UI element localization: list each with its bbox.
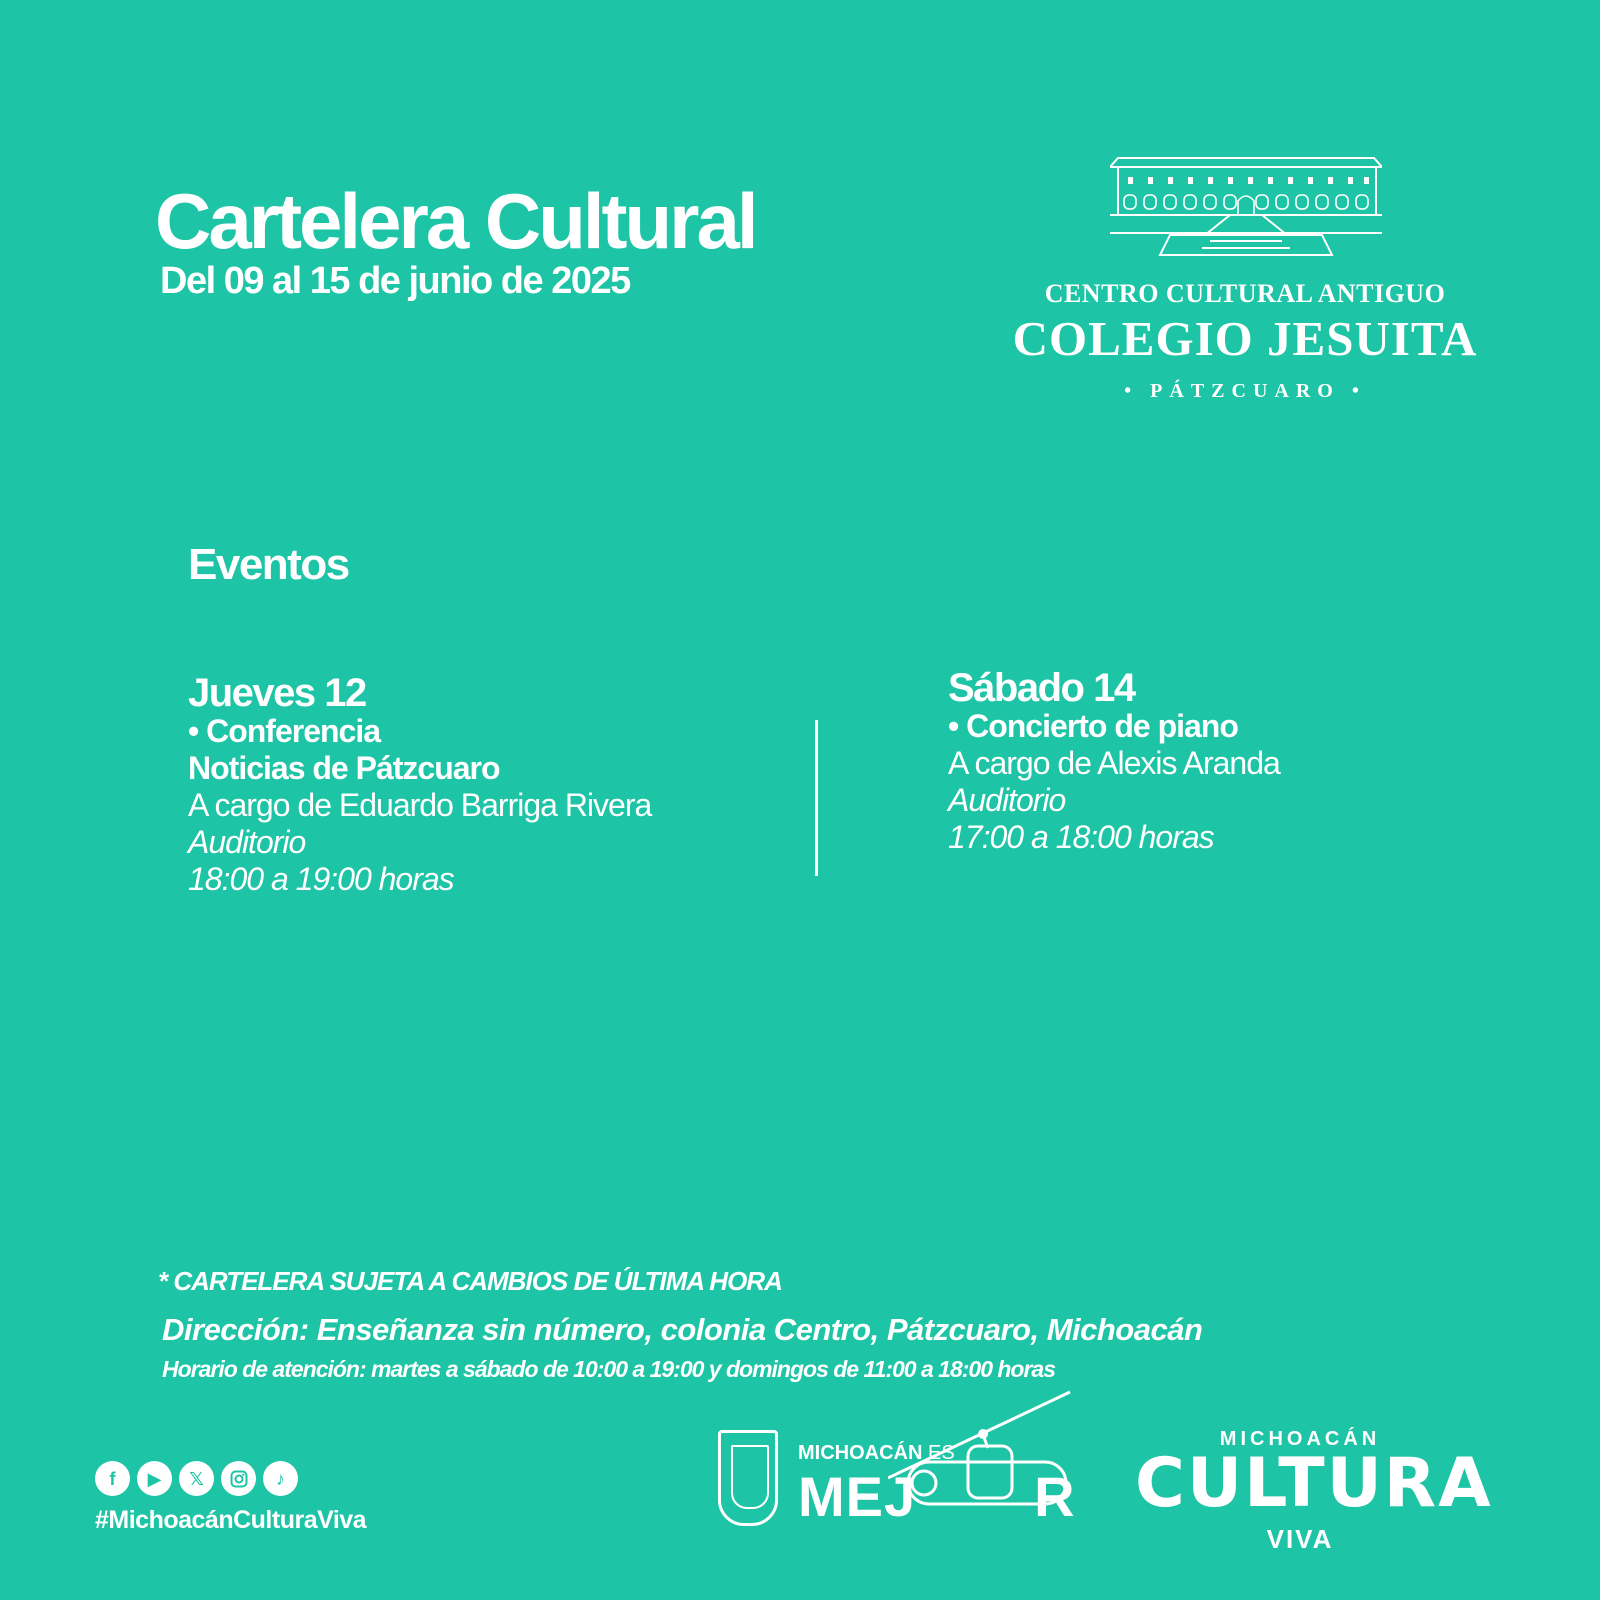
facebook-icon[interactable]: f bbox=[95, 1461, 130, 1496]
youtube-icon[interactable]: ▶ bbox=[137, 1461, 172, 1496]
logo-r-text: R bbox=[1034, 1465, 1076, 1528]
michoacan-es-mejor-logo bbox=[718, 1390, 1098, 1540]
logo-es-text: ES bbox=[928, 1442, 955, 1464]
page-title: Cartelera Cultural bbox=[155, 177, 756, 265]
colegio-jesuita-logo bbox=[990, 155, 1510, 415]
event-host: A cargo de Eduardo Barriga Rivera bbox=[188, 787, 652, 823]
hashtag: #MichoacánCulturaViva bbox=[95, 1506, 367, 1534]
opening-hours: Horario de atención: martes a sábado de 10:00 a 19:00 y domingos de 11:00 a 18:00 horas bbox=[162, 1356, 1056, 1382]
instagram-icon[interactable] bbox=[221, 1461, 256, 1496]
cultura-viva-logo bbox=[1135, 1422, 1493, 1554]
event-name: Noticias de Pátzcuaro bbox=[188, 750, 500, 786]
event-type: • Conferencia bbox=[188, 713, 381, 749]
event-type: • Concierto de piano bbox=[948, 708, 1238, 744]
logo-michoacan-text: MICHOACÁN bbox=[1219, 1428, 1381, 1450]
x-icon[interactable]: 𝕏 bbox=[179, 1461, 214, 1496]
logo-cultura-text: CULTURA bbox=[1135, 1444, 1493, 1523]
cable-car-icon bbox=[888, 1390, 1088, 1540]
event-time: 18:00 a 19:00 horas bbox=[188, 861, 454, 897]
event-thursday bbox=[188, 673, 651, 898]
coat-of-arms-icon bbox=[718, 1430, 778, 1526]
logo-mej-text: MEJ bbox=[798, 1465, 917, 1528]
events-heading: Eventos bbox=[188, 540, 349, 589]
building-icon bbox=[1110, 155, 1382, 257]
event-day: Jueves 12 bbox=[188, 671, 366, 715]
venue-logo-city: • PÁTZCUARO • bbox=[1124, 380, 1366, 402]
address: Dirección: Enseñanza sin número, colonia Centro, Pátzcuaro, Michoacán bbox=[162, 1312, 1203, 1347]
event-place: Auditorio bbox=[948, 782, 1066, 818]
column-divider bbox=[815, 720, 818, 876]
event-saturday bbox=[948, 668, 1280, 856]
date-range-subtitle: Del 09 al 15 de junio de 2025 bbox=[160, 260, 630, 302]
event-time: 17:00 a 18:00 horas bbox=[948, 819, 1214, 855]
event-day: Sábado 14 bbox=[948, 666, 1135, 710]
social-icons bbox=[95, 1461, 298, 1496]
logo-michoacan-text: MICHOACÁN bbox=[798, 1442, 923, 1464]
tiktok-icon[interactable]: ♪ bbox=[263, 1461, 298, 1496]
logo-viva-text: VIVA bbox=[1266, 1524, 1334, 1554]
venue-logo-line1: CENTRO CULTURAL ANTIGUO bbox=[1044, 279, 1446, 308]
event-host: A cargo de Alexis Aranda bbox=[948, 745, 1280, 781]
disclaimer: * CARTELERA SUJETA A CAMBIOS DE ÚLTIMA HORA bbox=[158, 1266, 782, 1296]
venue-logo-name: COLEGIO JESUITA bbox=[1012, 311, 1478, 366]
event-place: Auditorio bbox=[188, 824, 306, 860]
